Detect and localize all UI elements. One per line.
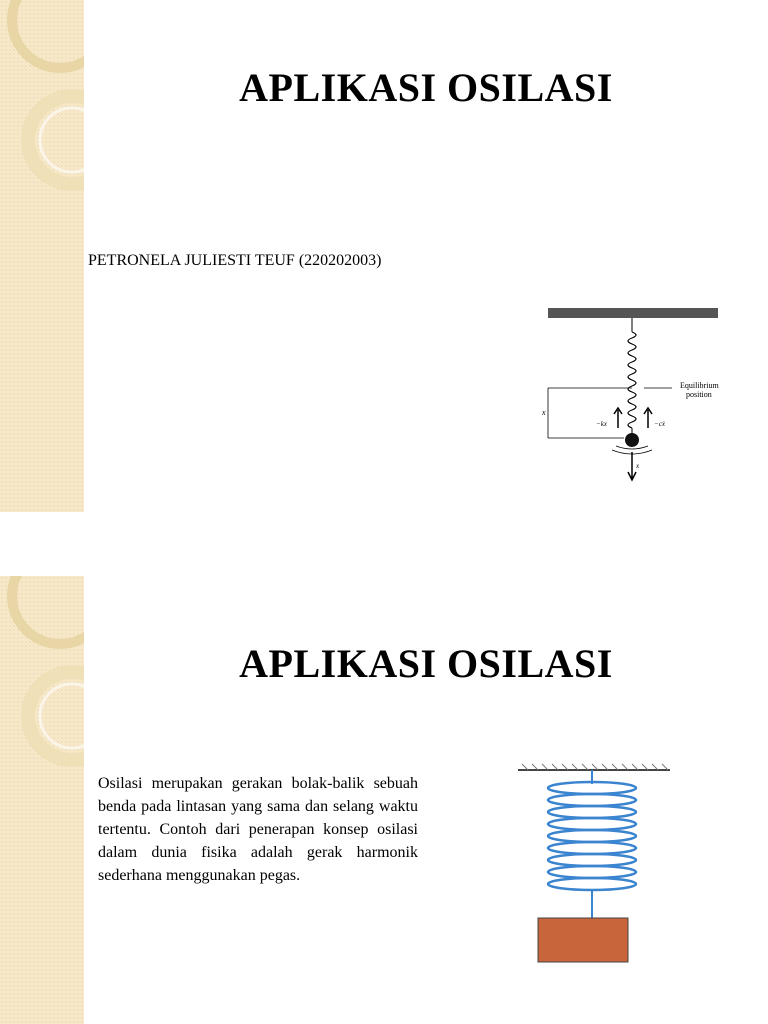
x-left-label: x xyxy=(542,408,546,417)
author-line: PETRONELA JULIESTI TEUF (220202003) xyxy=(88,252,382,269)
decorative-rings-icon xyxy=(0,576,84,1024)
decorative-band xyxy=(0,0,84,512)
slide-gap xyxy=(0,512,768,576)
decorative-rings-icon xyxy=(0,0,84,512)
x-down-label: x xyxy=(636,462,640,470)
page-title: APLIKASI OSILASI xyxy=(239,65,613,110)
spring-block-diagram xyxy=(512,762,677,982)
slide-2 xyxy=(0,576,768,1024)
spring-force-label: −kx xyxy=(596,420,607,428)
spring-mass-damper-diagram xyxy=(540,300,730,490)
body-paragraph: Osilasi merupakan gerakan bolak-balik sebuah benda pada lintasan yang sama dan selang waktu tertentu. Contoh dari penerapan konsep osilasi dalam dunia fisika adalah gerak harmonik sederhana menggunakan pegas. xyxy=(98,775,418,884)
equilibrium-label: Equilibrium xyxy=(680,381,719,390)
position-label: position xyxy=(686,390,712,399)
damping-force-label: −cẋ xyxy=(654,420,665,428)
page-title: APLIKASI OSILASI xyxy=(239,641,613,686)
decorative-band xyxy=(0,576,84,1024)
